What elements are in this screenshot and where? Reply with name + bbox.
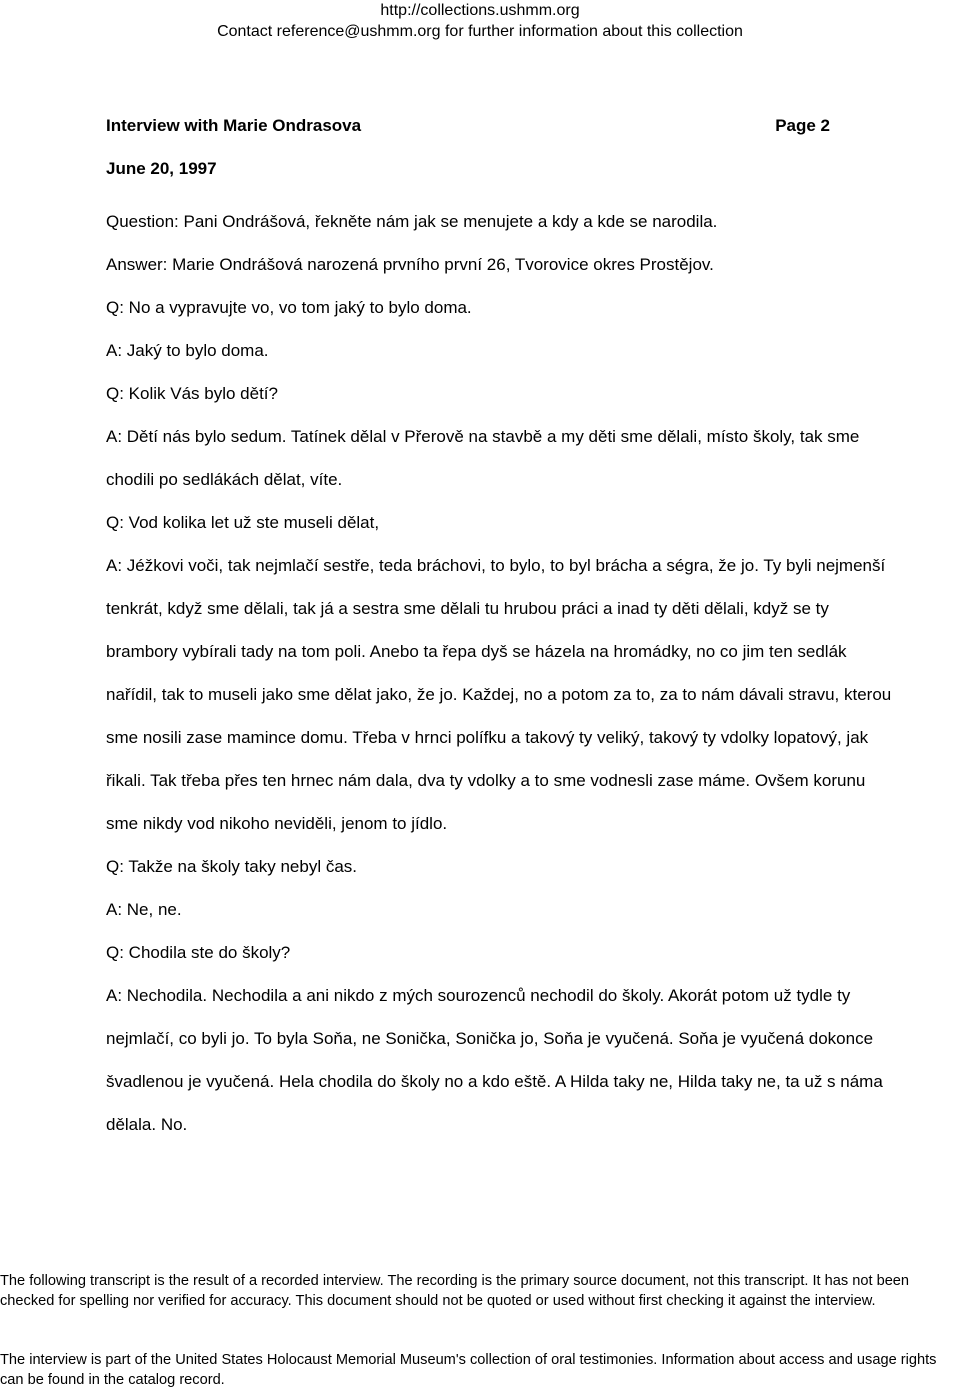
page-header: [0, 0, 960, 42]
transcript-paragraph: Q: Chodila ste do školy?: [106, 943, 291, 962]
transcript-paragraph: A: Ne, ne.: [106, 900, 182, 919]
transcript-paragraph: A: Dětí nás bylo sedum. Tatínek dělal v Přerově na stavbě a my děti sme dělali, místo školy, tak sme chodili po sedlákách dělat, víte.: [106, 427, 860, 489]
transcript-paragraph: Question: Pani Ondrášová, řekněte nám jak se menujete a kdy a kde se narodila.: [106, 212, 718, 231]
transcript-paragraph: A: Jéžkovi voči, tak nejmlačí sestře, teda bráchovi, to bylo, to byl brácha a ségra, že jo. Ty byli nejmenší tenkrát, když sme dělali, tak já a sestra sme dělali tu hrubou práci a inad ty děti dělali, když se ty brambory vybírali tady na tom poli. Anebo ta řepa dyš se házela na hromádky, no co jim ten sedlák nařídil, tak to museli jako sme dělat jako, že jo. Každej, no a potom za to, za to nám dávali stravu, kterou sme nosili zase mamince domu. Třeba v hrnci polífku a takový ty veliký, takový ty vdolky lopatový, jak řikali. Tak třeba přes ten hrnec nám dala, dva ty vdolky a to sme vodnesli zase máme. Ovšem korunu sme nikdy vod nikoho neviděli, jenom to jídlo.: [106, 556, 892, 833]
transcript-paragraph: Q: Vod kolika let už ste museli dělat,: [106, 513, 380, 532]
document-title-row: [106, 116, 830, 136]
transcript-body: [106, 200, 896, 1146]
transcript-paragraph: A: Jaký to bylo doma.: [106, 341, 269, 360]
transcript-paragraph: A: Nechodila. Nechodila a ani nikdo z mých sourozenců nechodil do školy. Akorát potom už tydle ty nejmlačí, co byli jo. To byla Soňa, ne Sonička, Sonička jo, Soňa je vyučená. Soňa je vyučená dokonce švadlenou je vyučená. Hela chodila do školy no a kdo eště. A Hilda taky ne, Hilda taky ne, ta už s náma dělala. No.: [106, 986, 883, 1134]
interview-title: Interview with Marie Ondrasova: [106, 116, 362, 135]
header-url: http://collections.ushmm.org: [380, 2, 580, 19]
page-number: Page 2: [775, 116, 830, 135]
header-contact: Contact reference@ushmm.org for further information about this collection: [217, 23, 743, 40]
transcript-paragraph: Q: Takže na školy taky nebyl čas.: [106, 857, 358, 876]
transcript-paragraph: Q: No a vypravujte vo, vo tom jaký to bylo doma.: [106, 298, 472, 317]
footer-collection-note: The interview is part of the United States Holocaust Memorial Museum's collection of oral testimonies. Information about access and usage rights can be found in the catalog record.: [0, 1352, 937, 1388]
interview-date: June 20, 1997: [106, 159, 217, 178]
transcript-paragraph: Q: Kolik Vás bylo dětí?: [106, 384, 278, 403]
transcript-paragraph: Answer: Marie Ondrášová narozená prvního první 26, Tvorovice okres Prostějov.: [106, 255, 714, 274]
footer-disclaimer: The following transcript is the result of a recorded interview. The recording is the primary source document, not this transcript. It has not been checked for spelling nor verified for accuracy. This document should not be quoted or used without first checking it against the interview.: [0, 1273, 910, 1309]
